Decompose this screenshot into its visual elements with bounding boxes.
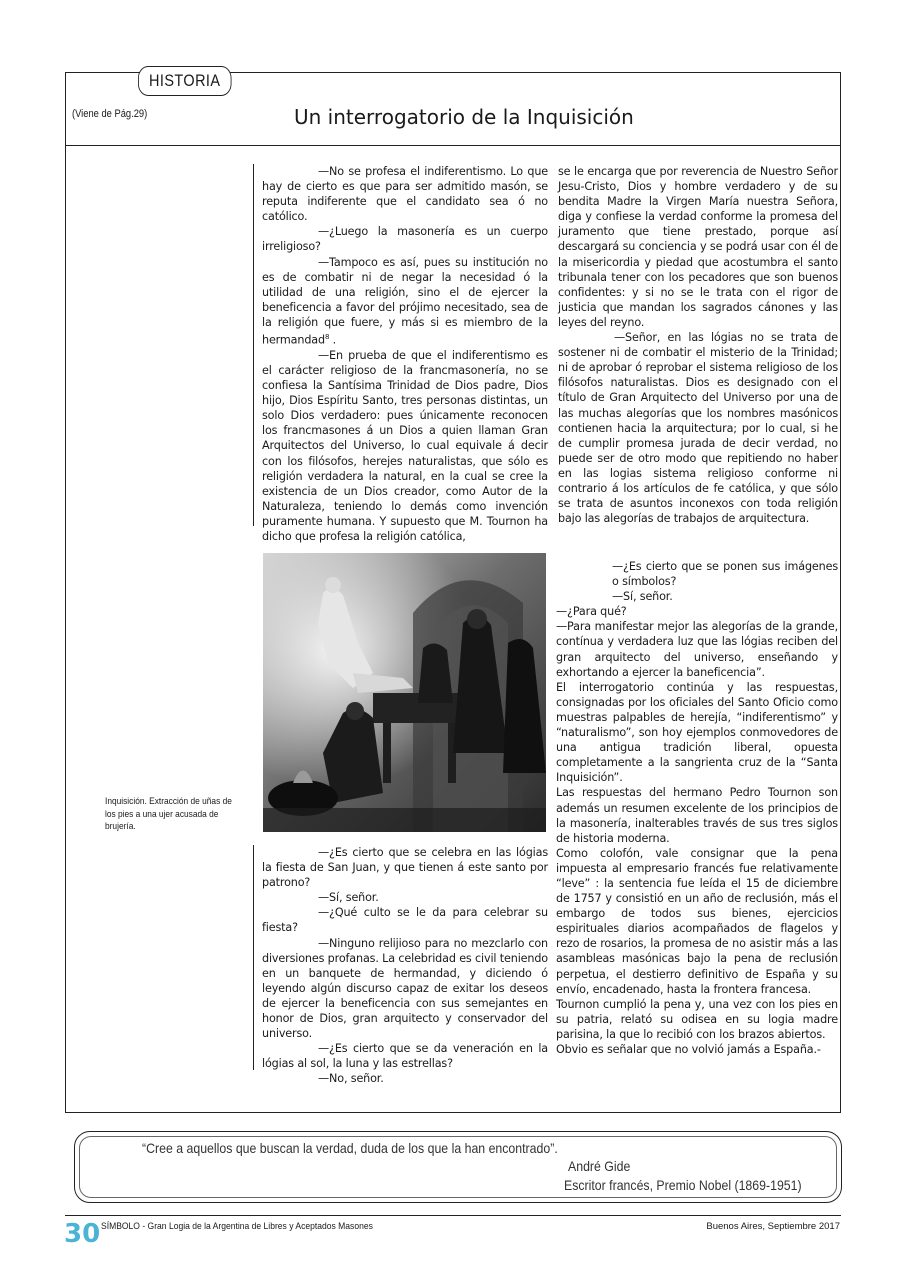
paragraph-text: —Tampoco es así, pues su institución no es de combatir ni de negar la necesidad ó la utilidad de una religión, sino el de ejercer la beneficencia a favor del prójimo necesitado, sea de la religión que fuere, y más si es miembro de la hermandad xyxy=(262,255,548,347)
header-divider xyxy=(65,145,841,146)
paragraph: —¿Es cierto que se da veneración en la lógias al sol, la luna y las estrellas? xyxy=(262,1042,548,1071)
paragraph: Las respuestas del hermano Pedro Tournon son además un resumen excelente de los principios de la masonería, inalterables través de sus tres siglos de historia moderna. xyxy=(556,786,838,845)
column-top-left xyxy=(253,164,548,543)
paragraph: —No, señor. xyxy=(318,1072,384,1086)
engraving-image xyxy=(263,553,546,832)
paragraph: El interrogatorio continúa y las respuestas, consignadas por los oficiales del Santo Oficio como muestras palpables de herejía, “indiferentismo” y “naturalismo”, son hoy ejemplos conmovedores de una antigua tradición liberal, opuesta completamente a la sangrienta cruz de la “Santa Inquisición”. xyxy=(556,680,838,785)
footer-divider xyxy=(65,1215,841,1216)
paragraph: se le encarga que por reverencia de Nuestro Señor Jesu-Cristo, Dios y hombre verdadero y de su bendita Madre la Virgen María nuestra Señora, diga y confiese la verdad conforme la promesa del juramento que tiene prestado, porque así descargará su conciencia y se podrá usar con él de la misericordia y piedad que acostumbra el santo tribunala tener con los pecadores que son buenos confidentes: y si no se le trata con el rigor de justicia que mandan los sagrados cánones y las leyes del reyno. xyxy=(558,165,838,329)
column-top-right xyxy=(558,164,841,526)
paragraph: —¿Es cierto que se celebra en las lógias la fiesta de San Juan, y que tienen á este santo por patrono? xyxy=(262,846,548,890)
footnote-ref: 8 xyxy=(324,333,330,342)
page-number: 30 xyxy=(64,1219,101,1249)
paragraph: —En prueba de que el indiferentismo es el carácter religioso de la francmasonería, no se confiesa la Santísima Trinidad de Dios padre, Dios hijo, Dios Espíritu Santo, tres personas distintas, un solo Dios verdadero: pues únicamente reconocen los francmasones á un Dios a quien llaman Gran Arquitectos del Universo, lo cual equivale á decir con los filósofos, herejes naturalistas, que sólo es religión verdadera la natural, en la cual se cree la existencia de un Dios creador, como Autor de la Naturaleza, teniendo lo demás como invención puramente humana. Y supuesto que M. Tournon ha dicho que profesa la religión católica, xyxy=(262,348,548,543)
paragraph: —Sí, señor. xyxy=(612,590,673,604)
paragraph: —Para manifestar mejor las alegorías de la grande, contínua y verdadera luz que las lógias reciben del gran arquitecto del universo, enseñando y exhortando a ejercer la baneficencia”. xyxy=(556,620,838,679)
quote-author-description: Escritor francés, Premio Nobel (1869-1951) xyxy=(564,1177,802,1193)
paragraph: —Señor, en las lógias no se trata de sostener ni de combatir el misterio de la Trinidad; ni de aprobar ó reprobar el sistema religioso de los filósofos naturalistas. Dios es designado con el título de Gran Arquitecto del Universo por una de las muchas alegorías que los nombres masónicos contienen hacia la arquitectura; por lo cual, si he de cumplir promesa jurada de decir verdad, no puede ser de otro modo que repitiendo no haber en las logias sistema religioso conforme ni contrario á los artículos de fe católica, y que sólo se trata de asuntos inconexos con toda religión bajo las alegorías de trabajos de arquitectura. xyxy=(558,331,838,526)
publication-name: SÍMBOLO - Gran Logia de la Argentina de Libres y Aceptados Masones xyxy=(101,1221,373,1232)
publication-date: Buenos Aires, Septiembre 2017 xyxy=(706,1221,840,1232)
paragraph: —Ninguno relijioso para no mezclarlo con diversiones profanas. La celebridad es civil teniendo en un banquete de hermandad, y diciendo ó leyendo algún discurso capaz de exitar los deseos de ejercer la beneficencia con sus semejantes en honor de Dios, gran arquitecto y conservador del universo. xyxy=(262,936,548,1041)
paragraph: Obvio es señalar que no volvió jamás a España.- xyxy=(556,1043,821,1056)
inquisition-illustration xyxy=(263,553,546,832)
quote-text: “Cree a aquellos que buscan la verdad, duda de los que la han encontrado”. xyxy=(142,1140,558,1156)
section-tab: HISTORIA xyxy=(138,66,231,96)
paragraph-end: . xyxy=(332,333,337,347)
paragraph: —No se profesa el indiferentismo. Lo que hay de cierto es que para ser admitido masón, se reputa indiferente que el candidato sea ó no católico. xyxy=(262,165,548,224)
column-bottom-left xyxy=(253,845,548,1086)
paragraph: Como colofón, vale consignar que la pena impuesta al empresario francés fue relativamente “leve” : la sentencia fue leída el 15 de diciembre de 1757 y consistió en un año de reclusión, más el embargo de todos sus bienes, ejercicios espirituales diarios acompañados de flagelos y rezo de rosarios, la promesa de no asistir más a las asambleas masónicas bajo la pena de reclusión perpetua, el destierro definitivo de España y su envío, encadenado, hasta la frontera francesa. xyxy=(556,846,838,996)
paragraph: —¿Es cierto que se ponen sus imágenes o símbolos? xyxy=(612,560,838,589)
paragraph: —¿Luego la masonería es un cuerpo irreligioso? xyxy=(262,225,548,254)
paragraph: Tournon cumplió la pena y, una vez con los pies en su patria, relató su odisea en su logia madre parisina, la que lo recibió con los brazos abiertos. xyxy=(556,997,838,1041)
continued-note: (Viene de Pág.29) xyxy=(72,108,148,120)
paragraph xyxy=(262,255,548,348)
paragraph: —Sí, señor. xyxy=(318,891,379,905)
quote-author: André Gide xyxy=(568,1158,631,1174)
paragraph: —¿Qué culto se le da para celebrar su fiesta? xyxy=(262,906,548,935)
article-title: Un interrogatorio de la Inquisición xyxy=(294,105,634,129)
column-bottom-right xyxy=(556,559,838,1057)
paragraph: —¿Para qué? xyxy=(556,605,627,619)
image-caption: Inquisición. Extracción de uñas de los pies a una ujer acusada de brujería. xyxy=(105,796,232,832)
